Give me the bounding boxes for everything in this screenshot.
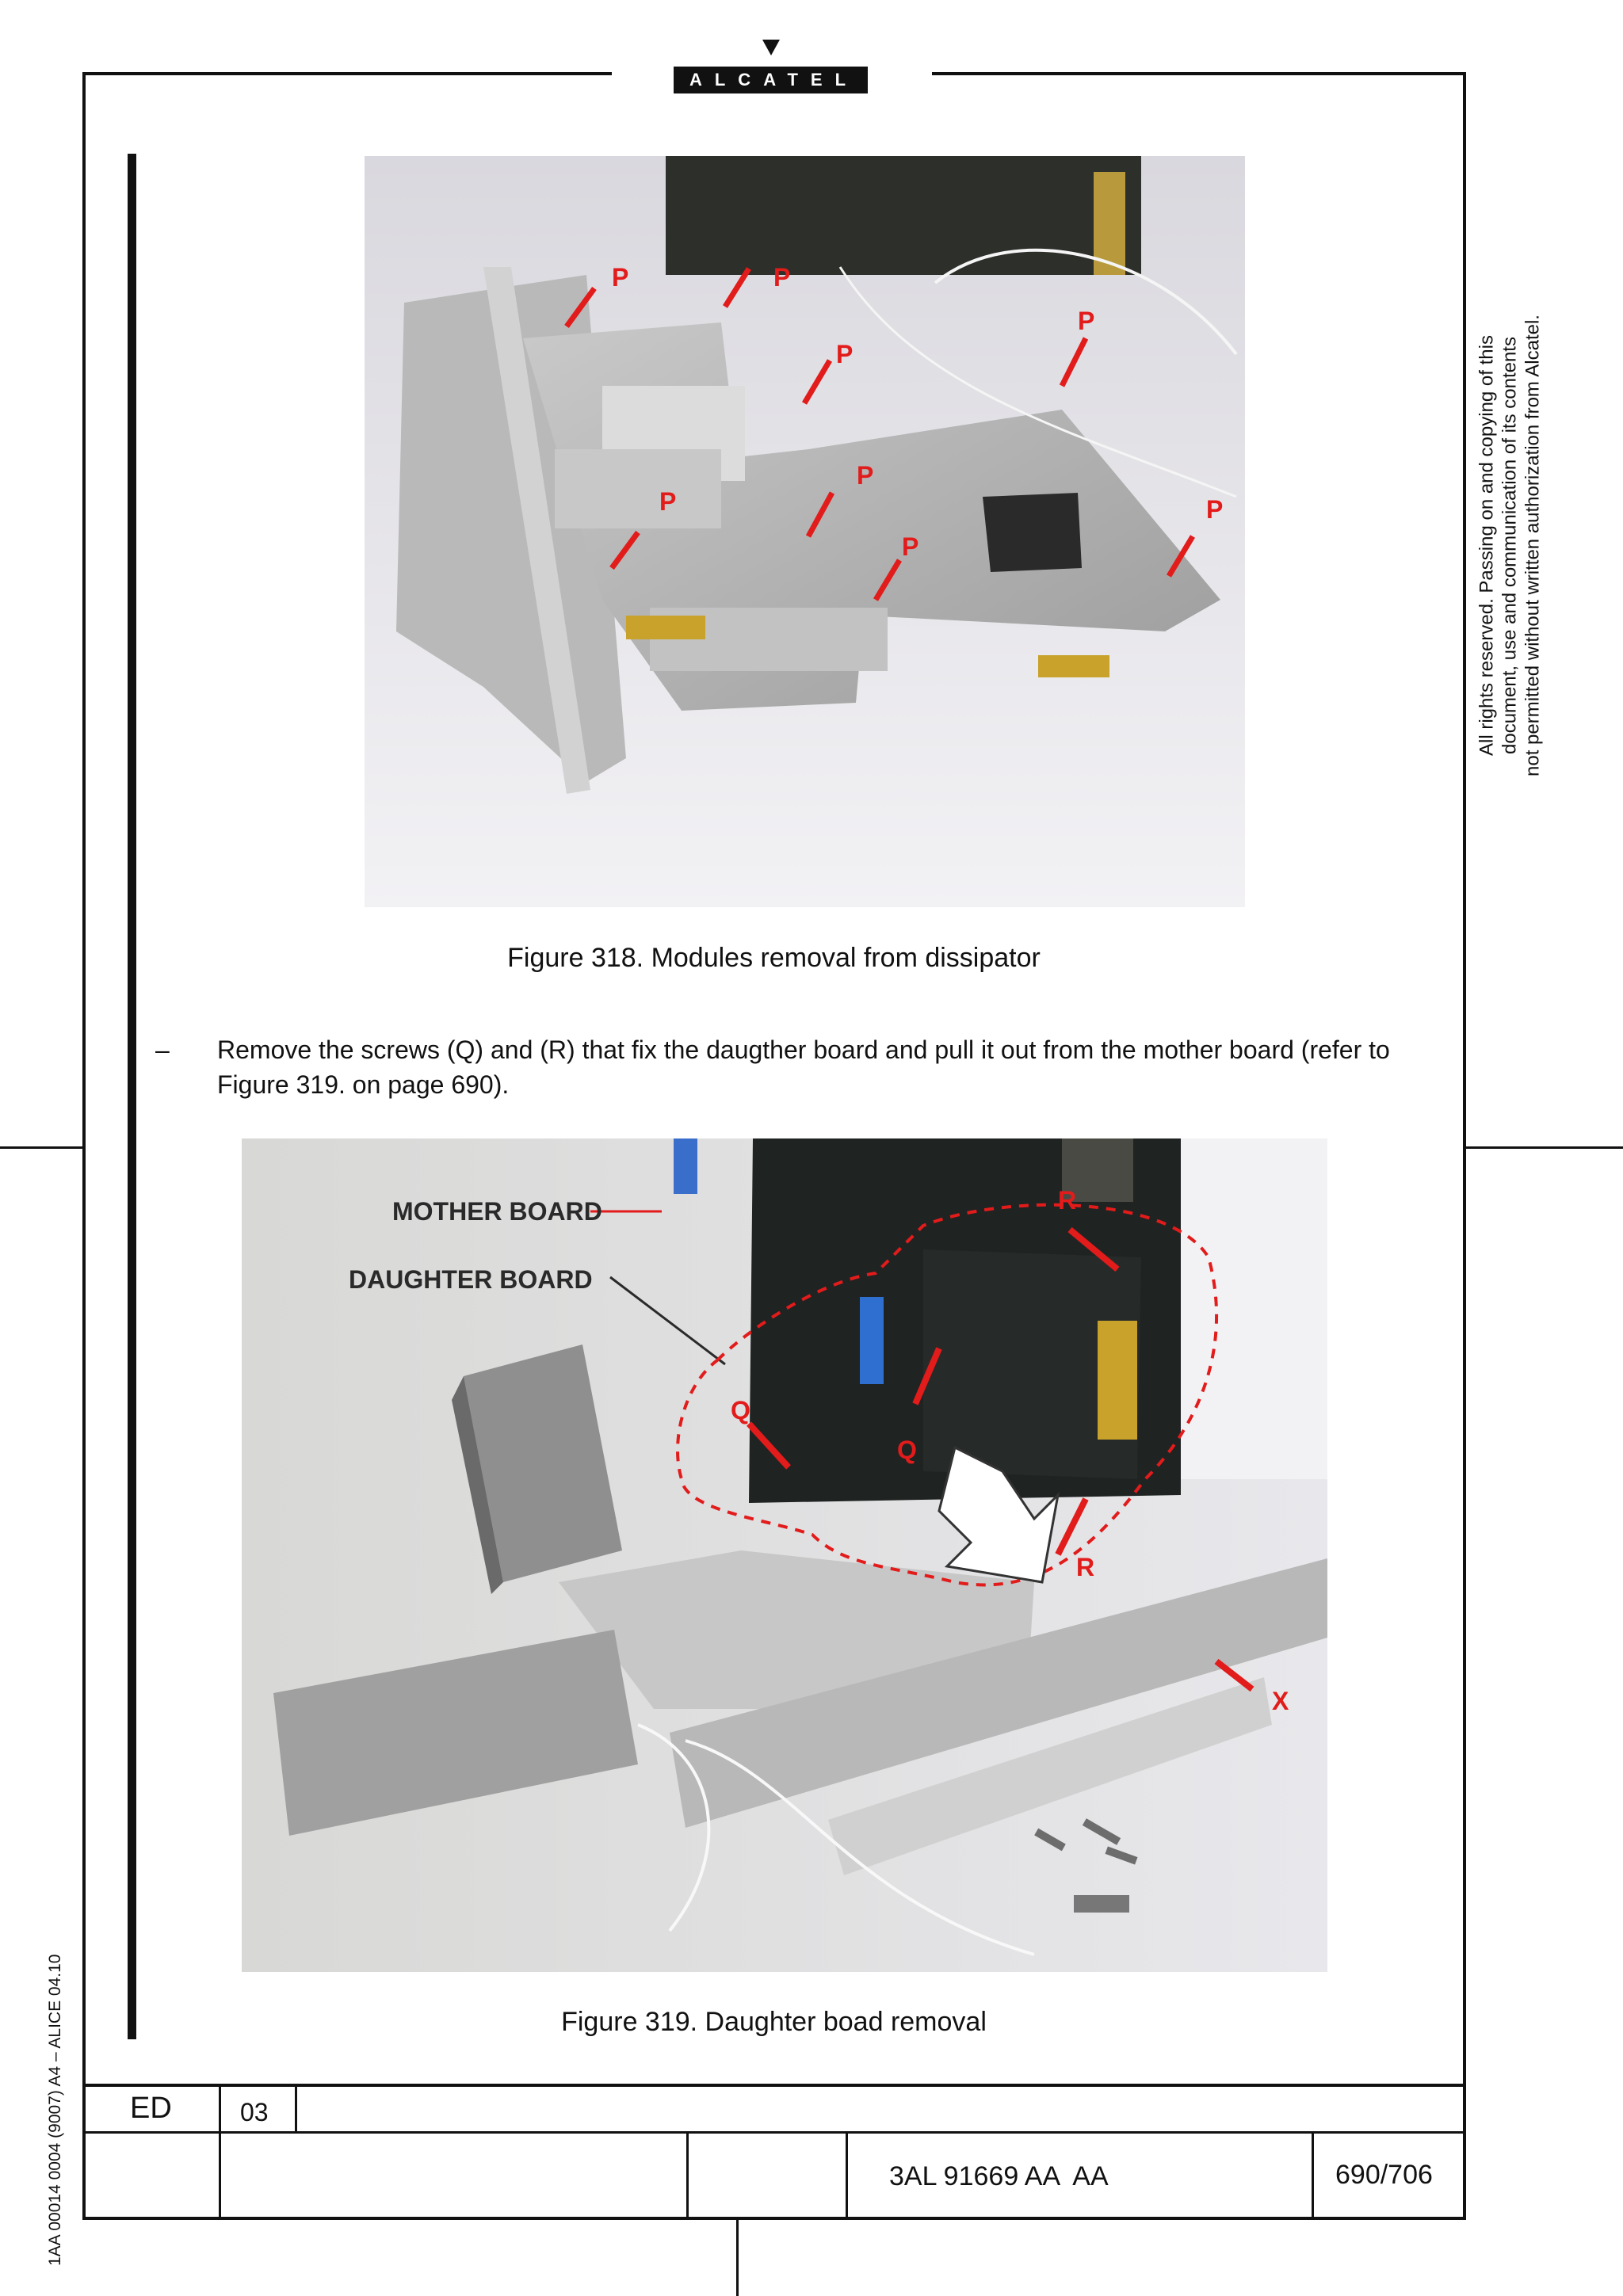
figure-318-caption: Figure 318. Modules removal from dissipator [507,943,1041,973]
frame-top-left [82,72,612,75]
footer-ed-value: 03 [240,2098,269,2126]
figure-319-caption: Figure 319. Daughter boad removal [561,2007,987,2037]
alcatel-logo: ALCATEL [674,67,868,93]
marker-r-bottom: R [1076,1553,1095,1581]
rights-notice [1446,285,1565,840]
footer-top-line [82,2084,1466,2087]
footer-stem [736,2220,739,2296]
marker-p-6: P [857,461,874,490]
marker-r-top: R [1058,1186,1077,1215]
marker-p-5: P [659,487,677,516]
label-mother-board: MOTHER BOARD [392,1197,602,1226]
footer-col-2 [295,2084,297,2133]
frame-left [82,72,86,2219]
footer-page-number: 690/706 [1335,2160,1433,2190]
marker-p-4: P [1078,307,1095,335]
marker-x: X [1272,1687,1289,1715]
figure-318-photo [365,156,1245,907]
marker-q-center: Q [897,1436,917,1464]
footer-bottom-line [82,2217,1466,2220]
marker-p-2: P [773,263,791,292]
footer-doc-code: 3AL 91669 AA AA [889,2161,1109,2191]
margin-mark-right [1466,1146,1623,1149]
label-daughter-board: DAUGHTER BOARD [349,1265,593,1294]
logo-arrow-icon [762,40,780,55]
footer-col-5 [1312,2131,1314,2218]
footer-col-1 [219,2084,221,2218]
marker-p-7: P [902,532,919,561]
instruction-bullet: – [155,1035,170,1064]
frame-top-right [932,72,1466,75]
marker-p-8: P [1206,495,1224,524]
change-bar [128,154,136,2039]
rights-line-3: not permitted without written authorization from Alcatel. [1522,315,1544,776]
instruction-text: Remove the screws (Q) and (R) that fix the daugther board and pull it out from the mother board (refer to Figure 319. on page 690). [217,1035,1390,1099]
margin-mark-left [0,1146,82,1149]
footer-col-4 [846,2131,848,2218]
footer-mid-line [82,2131,1466,2134]
footer-ed-label: ED [130,2092,172,2125]
footer-col-3 [686,2131,689,2218]
marker-p-1: P [612,263,629,292]
marker-q-left: Q [731,1396,750,1425]
doc-reference: 1AA 00014 0004 (9007) A4 – ALICE 04.10 [46,1954,64,2266]
rights-line-2: document, use and communication of its contents [1499,337,1521,754]
marker-p-3: P [836,340,854,368]
figure-319-photo [242,1138,1327,1972]
rights-line-1: All rights reserved. Passing on and copying of this [1476,335,1498,756]
